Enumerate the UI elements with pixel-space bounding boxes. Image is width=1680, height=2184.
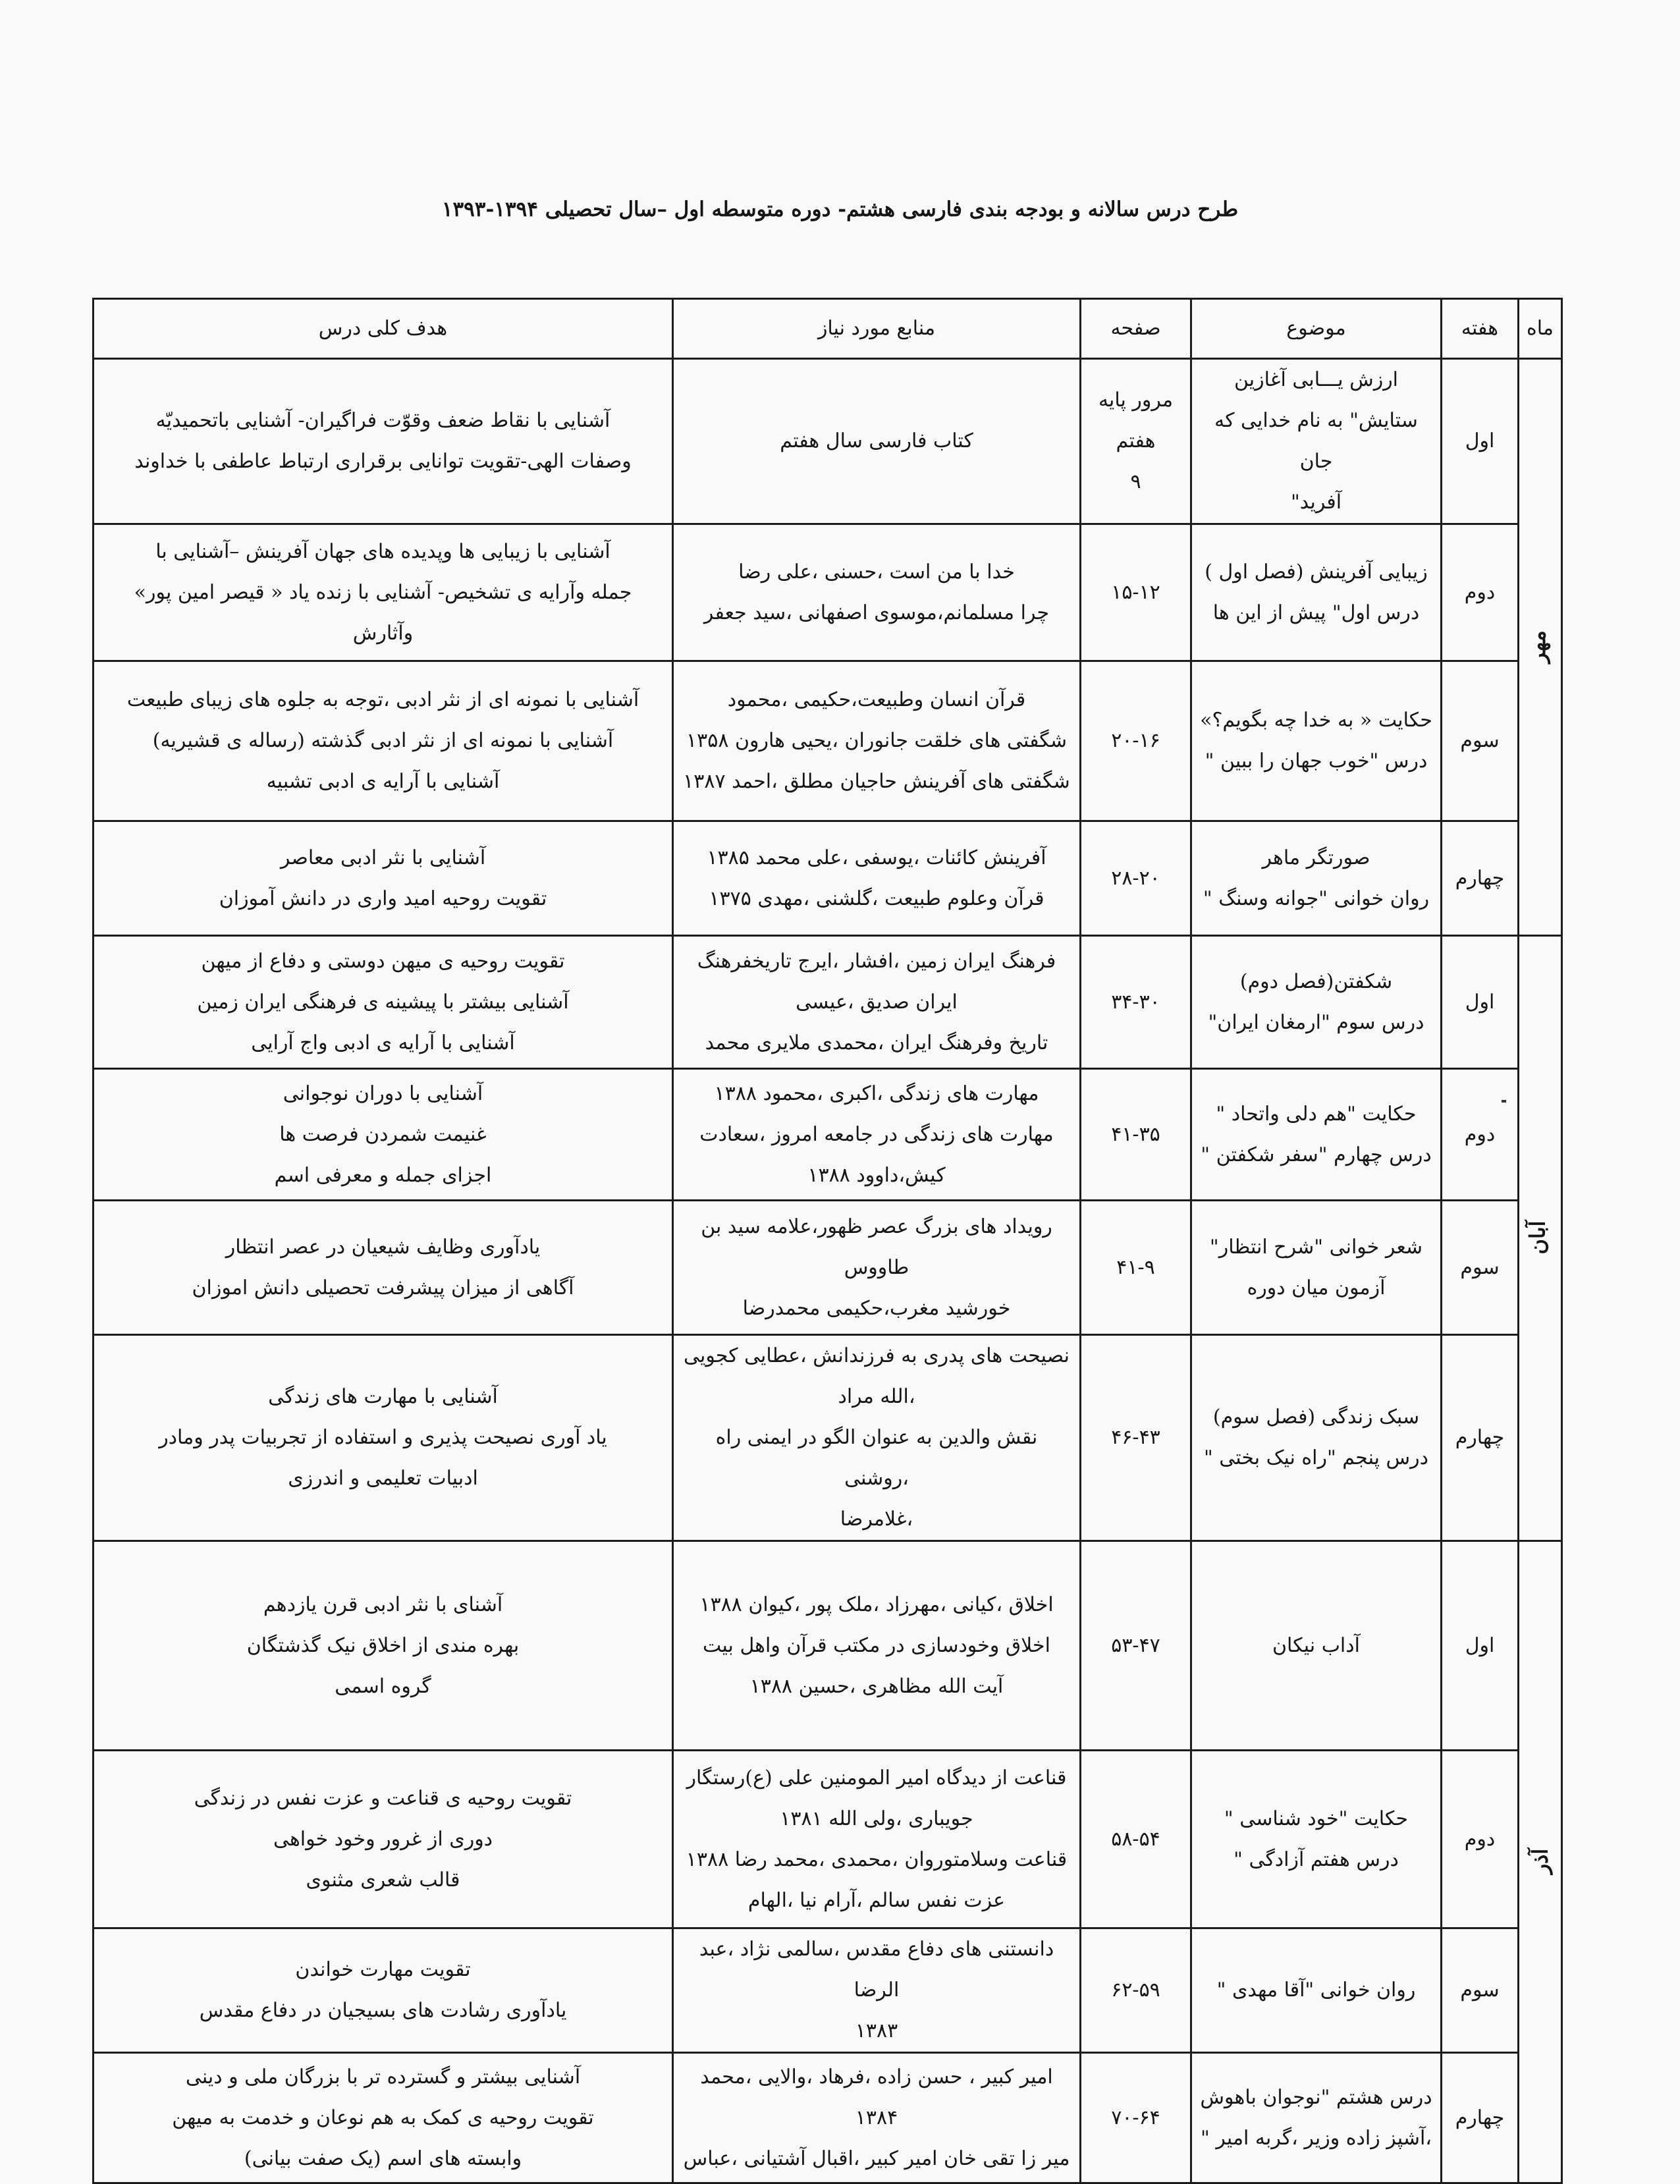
week-cell: دوم [1442,1751,1519,1928]
page-cell: ۷۰-۶۴ [1081,2053,1191,2183]
goal-cell: تقویت روحیه ی میهن دوستی و دفاع از میهن آشنایی بیشتر با پیشینه ی فرهنگی ایران زمین آشنایی با آرایه ی ادبی واج آرایی [94,936,673,1069]
table-row [94,1069,1562,1201]
week-cell: سوم [1442,661,1519,821]
sources-cell: قناعت از دیدگاه امیر المومنین علی (ع)رستگار جویباری ،ولی الله ۱۳۸۱ قناعت وسلامتوروان ،محمدی ،محمد رضا ۱۳۸۸ عزت نفس سالم ،آرام نیا ،الهام [673,1751,1081,1928]
page-cell: ۲۸-۲۰ [1081,821,1191,936]
month-label: آذر [1527,1848,1553,1874]
table-row [94,936,1562,1069]
page-title: طرح درس سالانه و بودجه بندی فارسی هشتم- دوره متوسطه اول –سال تحصیلی ۱۳۹۴-۱۳۹۳ [441,198,1239,221]
week-cell: اول [1442,936,1519,1069]
table-row [94,1541,1562,1751]
header-row [94,299,1562,359]
table-row [94,524,1562,661]
month-label: مهر [1525,630,1551,663]
table-row [94,1201,1562,1335]
page-cell: ۴۶-۴۳ [1081,1335,1191,1541]
sources-cell: قرآن انسان وطبیعت،حکیمی ،محمود شگفتی های خلقت جانوران ،یحیی هارون ۱۳۵۸ شگفتی های آفرینش حاجیان مطلق ،احمد ۱۳۸۷ [673,661,1081,821]
week-cell: اول [1442,359,1519,524]
table-row [94,1751,1562,1928]
week-cell: چهارم [1442,2053,1519,2183]
goal-cell: آشنایی با زیبایی ها وپدیده های جهان آفرینش –آشنایی با جمله وآرایه ی تشخیص- آشنایی با زنده یاد « قیصر امین پور» وآثارش [94,524,673,661]
goal-cell: آشنایی با نقاط ضعف وقوّت فراگیران- آشنایی باتحمیدیّه وصفات الهی-تقویت توانایی برقراری ارتباط عاطفی با خداوند [94,359,673,524]
sources-cell: رویداد های بزرگ عصر ظهور،علامه سید بن طاووس خورشید مغرب،حکیمی محمدرضا [673,1201,1081,1335]
topic-cell: حکایت "هم دلی واتحاد " درس چهارم "سفر شکفتن " [1191,1069,1442,1201]
sources-cell: نصیحت های پدری به فرزندانش ،عطایی کجویی ،الله مراد نقش والدین به عنوان الگو در ایمنی راه ،روشنی ،غلامرضا [673,1335,1081,1541]
table-row [94,2053,1562,2183]
header-week: هفته [1442,299,1519,359]
topic-cell: ارزش یـــابی آغازین ستایش" به نام خدایی که جان آفرید" [1191,359,1442,524]
table-row [94,661,1562,821]
header-page: صفحه [1081,299,1191,359]
page-cell: ۴۱-۳۵ [1081,1069,1191,1201]
table-row [94,359,1562,524]
goal-cell: آشنایی با مهارت های زندگی یاد آوری نصیحت پذیری و استفاده از تجربیات پدر ومادر ادبیات تعلیمی و اندرزی [94,1335,673,1541]
header-goal: هدف کلی درس [94,299,673,359]
scan-speck [1502,1100,1506,1103]
header-topic: موضوع [1191,299,1442,359]
goal-cell: آشنایی با دوران نوجوانی غنیمت شمردن فرصت ها اجزای جمله و معرفی اسم [94,1069,673,1201]
week-cell: اول [1442,1541,1519,1751]
topic-cell: شکفتن(فصل دوم) درس سوم "ارمغان ایران" [1191,936,1442,1069]
month-cell-mehr [1519,359,1562,936]
month-label: آبان [1525,1220,1550,1255]
header-month: ماه [1519,299,1562,359]
week-cell: سوم [1442,1201,1519,1335]
page-cell: ۱۵-۱۲ [1081,524,1191,661]
topic-cell: سبک زندگی (فصل سوم) درس پنجم "راه نیک بختی " [1191,1335,1442,1541]
page-cell: ۴۱-۹ [1081,1201,1191,1335]
sources-cell: خدا با من است ،حسنی ،علی رضا چرا مسلمانم،موسوی اصفهانی ،سید جعفر [673,524,1081,661]
week-cell: چهارم [1442,1335,1519,1541]
topic-cell: درس هشتم "نوجوان باهوش ،آشپز زاده وزیر ،گربه امیر " [1191,2053,1442,2183]
topic-cell: حکایت "خود شناسی " درس هفتم آزادگی " [1191,1751,1442,1928]
sources-cell: امیر کبیر ، حسن زاده ،فرهاد ،والایی ،محمد ۱۳۸۴ میر زا تقی خان امیر کبیر ،اقبال آشتیانی ،عباس [673,2053,1081,2183]
topic-cell: آداب نیکان [1191,1541,1442,1751]
goal-cell: آشنای با نثر ادبی قرن یازدهم بهره مندی از اخلاق نیک گذشتگان گروه اسمی [94,1541,673,1751]
page-cell: ۵۸-۵۴ [1081,1751,1191,1928]
header-sources: منابع مورد نیاز [673,299,1081,359]
topic-cell: شعر خوانی "شرح انتظار" آزمون میان دوره [1191,1201,1442,1335]
lesson-plan-table [92,298,1563,2184]
page-cell: ۵۳-۴۷ [1081,1541,1191,1751]
goal-cell: آشنایی بیشتر و گسترده تر با بزرگان ملی و دینی تقویت روحیه ی کمک به هم نوعان و خدمت به میهن وابسته های اسم (یک صفت بیانی) [94,2053,673,2183]
sources-cell: دانستنی های دفاع مقدس ،سالمی نژاد ،عبد الرضا ۱۳۸۳ [673,1928,1081,2053]
goal-cell: آشنایی با نمونه ای از نثر ادبی ،توجه به جلوه های زیبای طبیعت آشنایی با نمونه ای از نثر ادبی گذشته (رساله ی قشیریه) آشنایی با آرایه ی ادبی تشبیه [94,661,673,821]
goal-cell: تقویت روحیه ی قناعت و عزت نفس در زندگی دوری از غرور وخود خواهی قالب شعری مثنوی [94,1751,673,1928]
page-cell: ۶۲-۵۹ [1081,1928,1191,2053]
week-cell: دوم [1442,524,1519,661]
week-cell: دوم [1442,1069,1519,1201]
table-row [94,1928,1562,2053]
month-cell-azar [1519,1541,1562,2183]
table-row [94,821,1562,936]
sources-cell: مهارت های زندگی ،اکبری ،محمود ۱۳۸۸ مهارت های زندگی در جامعه امروز ،سعادت کیش،داوود ۱۳۸۸ [673,1069,1081,1201]
page-cell: ۲۰-۱۶ [1081,661,1191,821]
page-cell: ۳۴-۳۰ [1081,936,1191,1069]
topic-cell: صورتگر ماهر روان خوانی "جوانه وسنگ " [1191,821,1442,936]
goal-cell: یادآوری وظایف شیعیان در عصر انتظار آگاهی از میزان پیشرفت تحصیلی دانش اموزان [94,1201,673,1335]
topic-cell: حکایت « به خدا چه بگویم؟» درس "خوب جهان را ببین " [1191,661,1442,821]
table-row [94,1335,1562,1541]
sources-cell: آفرینش کائنات ،یوسفی ،علی محمد ۱۳۸۵ قرآن وعلوم طبیعت ،گلشنی ،مهدی ۱۳۷۵ [673,821,1081,936]
topic-cell: زیبایی آفرینش (فصل اول ) درس اول" پیش از این ها [1191,524,1442,661]
sources-cell: فرهنگ ایران زمین ،افشار ،ایرج تاریخفرهنگ ایران صدیق ،عیسی تاریخ وفرهنگ ایران ،محمدی ملایری محمد [673,936,1081,1069]
topic-cell: روان خوانی "آقا مهدی " [1191,1928,1442,2053]
goal-cell: آشنایی با نثر ادبی معاصر تقویت روحیه امید واری در دانش آموزان [94,821,673,936]
week-cell: سوم [1442,1928,1519,2053]
month-cell-aban [1519,936,1562,1541]
sources-cell: کتاب فارسی سال هفتم [673,359,1081,524]
goal-cell: تقویت مهارت خواندن یادآوری رشادت های بسیجیان در دفاع مقدس [94,1928,673,2053]
page-cell: مرور پایه هفتم ۹ [1081,359,1191,524]
week-cell: چهارم [1442,821,1519,936]
sources-cell: اخلاق ،کیانی ،مهرزاد ،ملک پور ،کیوان ۱۳۸۸ اخلاق وخودسازی در مکتب قرآن واهل بیت آیت الله مظاهری ،حسین ۱۳۸۸ [673,1541,1081,1751]
